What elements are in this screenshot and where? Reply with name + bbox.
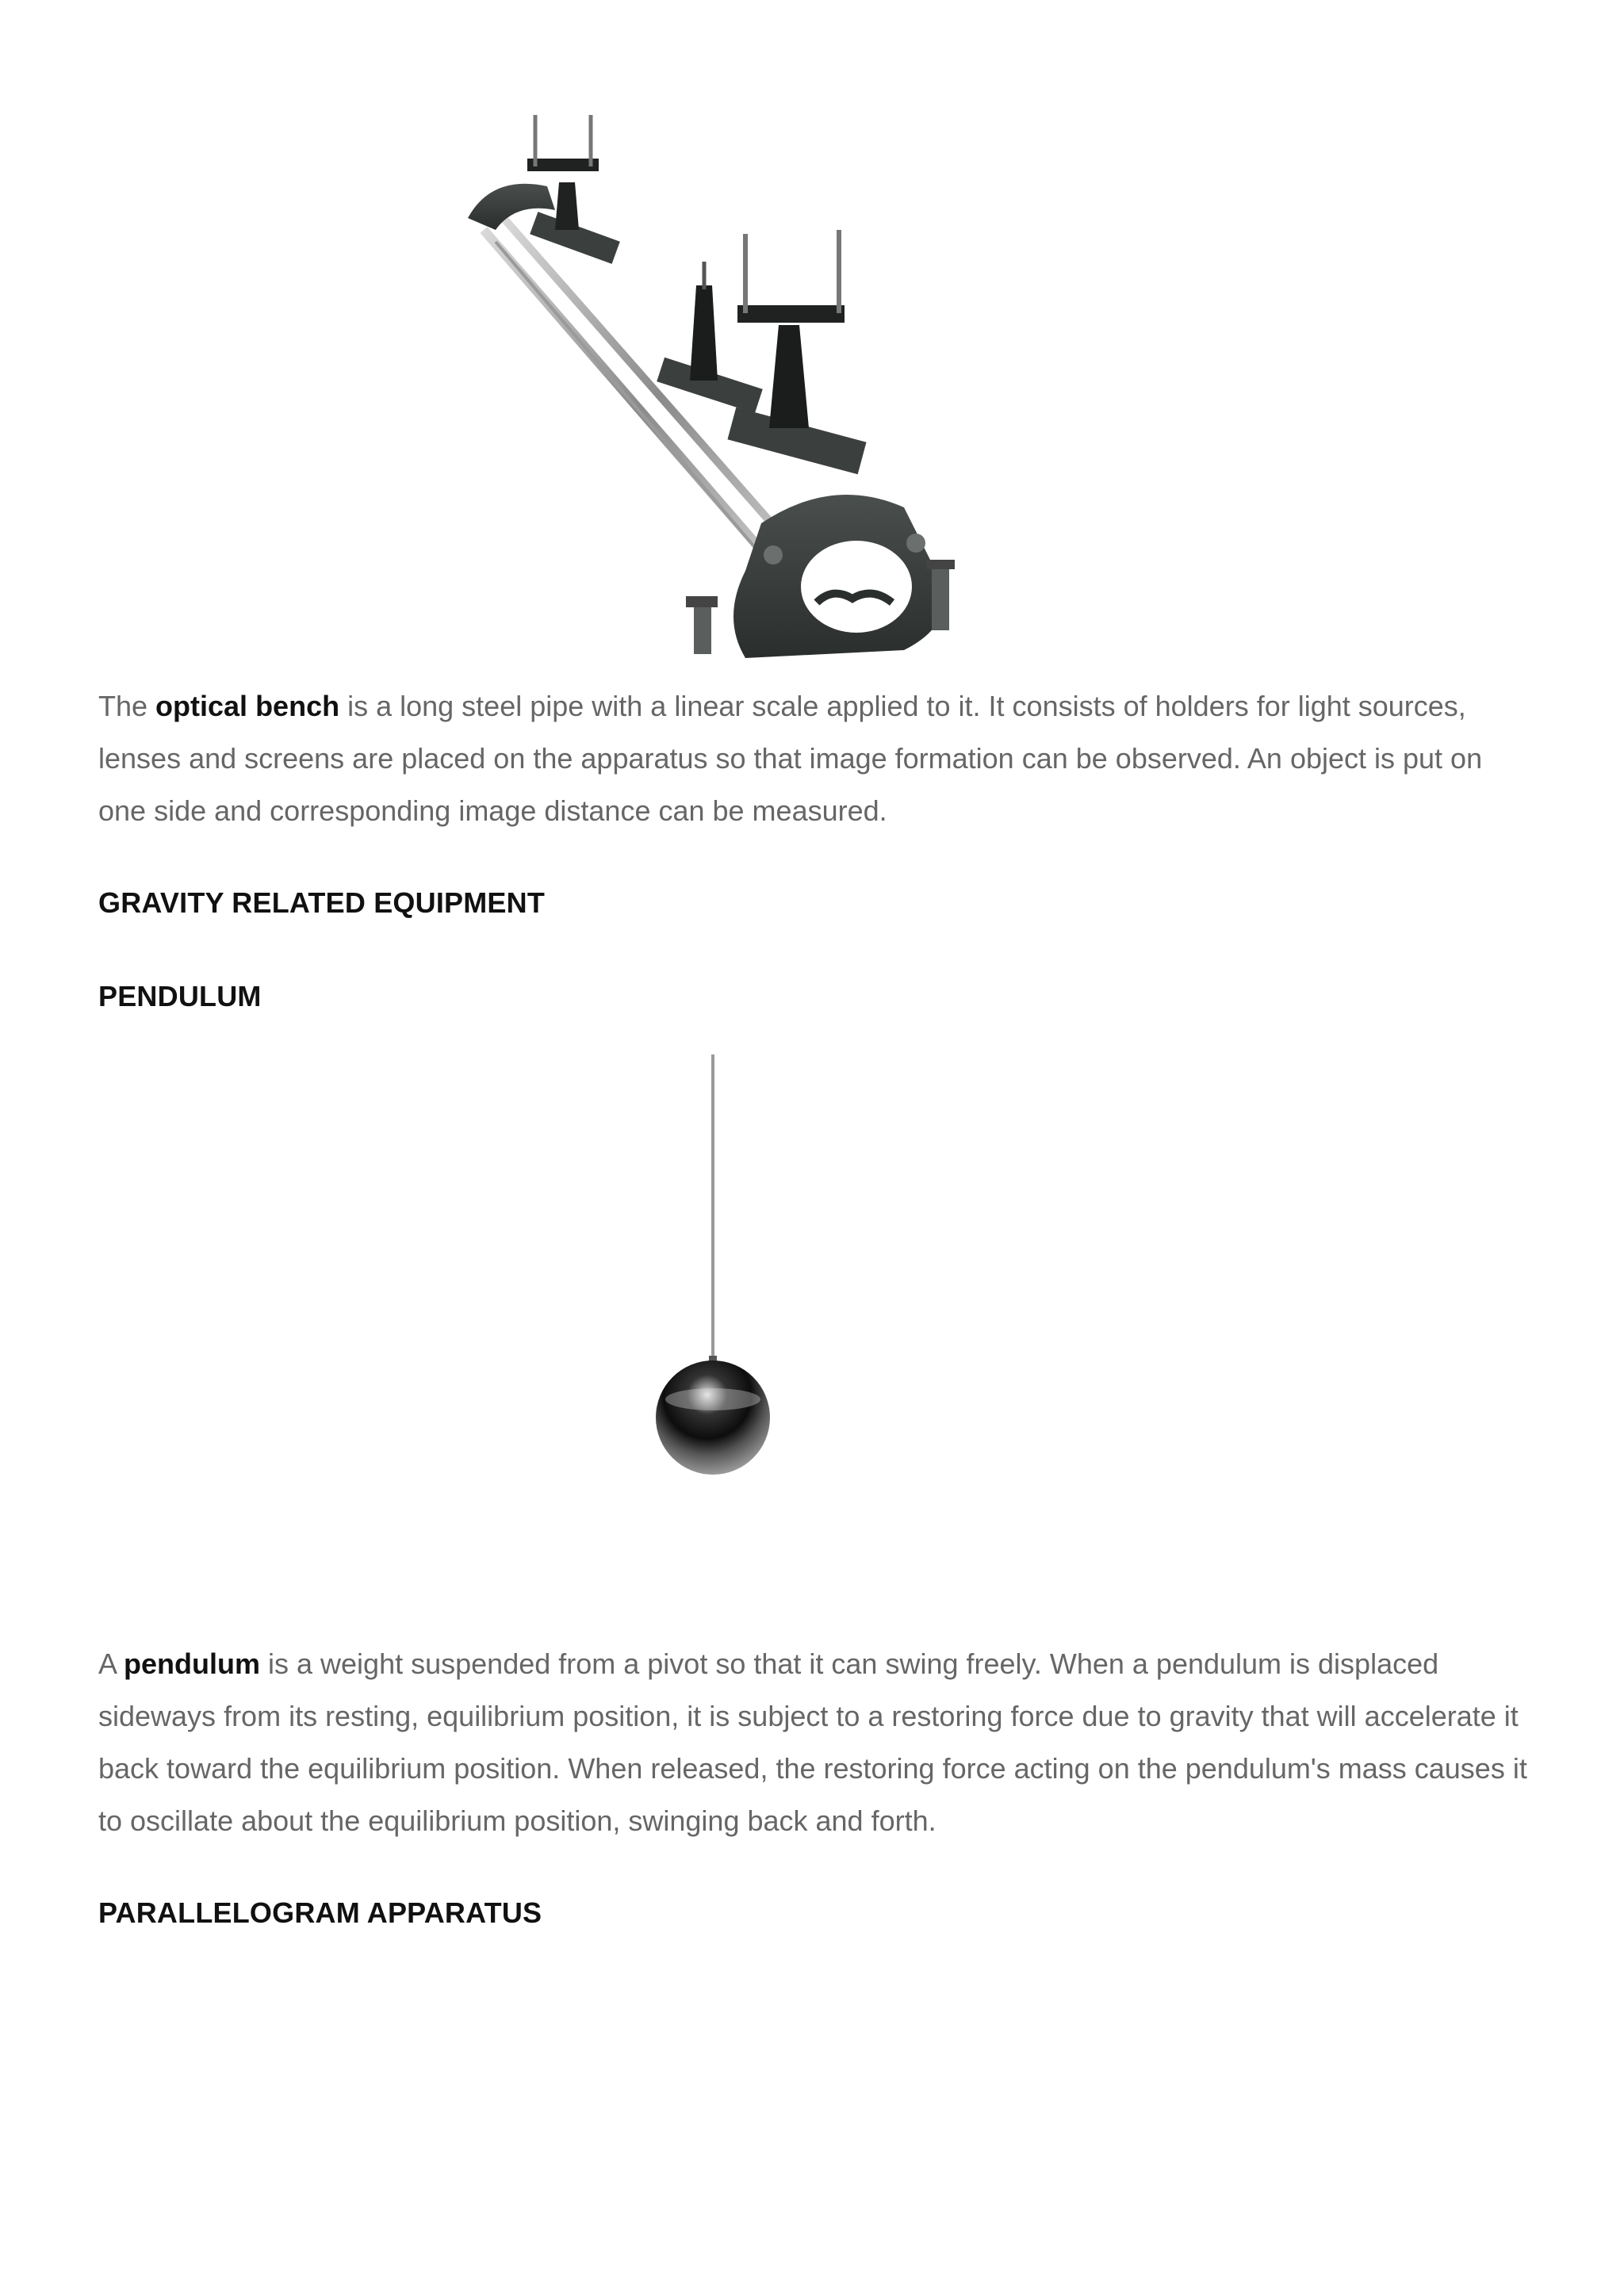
pendulum-prefix: A	[98, 1647, 124, 1680]
pendulum-image	[634, 1050, 793, 1483]
optical-bench-description: is a long steel pipe with a linear scale applied to it. It consists of holders for light sources, lenses and screens are placed on the apparatus so that image formation can be observed. An object is put on one side and corresponding image distance can be measured.	[98, 690, 1483, 827]
optical-bench-prefix: The	[98, 690, 156, 722]
optical-bench-paragraph	[98, 680, 1534, 837]
parallelogram-heading: PARALLELOGRAM APPARATUS	[98, 1896, 542, 1929]
optical-bench-term: optical bench	[155, 690, 340, 722]
gravity-heading: GRAVITY RELATED EQUIPMENT	[98, 886, 546, 919]
pendulum-heading: PENDULUM	[98, 980, 262, 1012]
pendulum-term: pendulum	[124, 1647, 261, 1680]
pendulum-description: is a weight suspended from a pivot so that it can swing freely. When a pendulum is displaced sideways from its resting, equilibrium position, it is subject to a restoring force due to gravity that will accelerate it back toward the equilibrium position. When released, the restoring force acting on the pendulum's mass causes it to oscillate about the equilibrium position, swinging back and forth.	[98, 1647, 1527, 1837]
optical-bench-image	[460, 111, 983, 674]
pendulum-paragraph	[98, 1638, 1534, 1847]
